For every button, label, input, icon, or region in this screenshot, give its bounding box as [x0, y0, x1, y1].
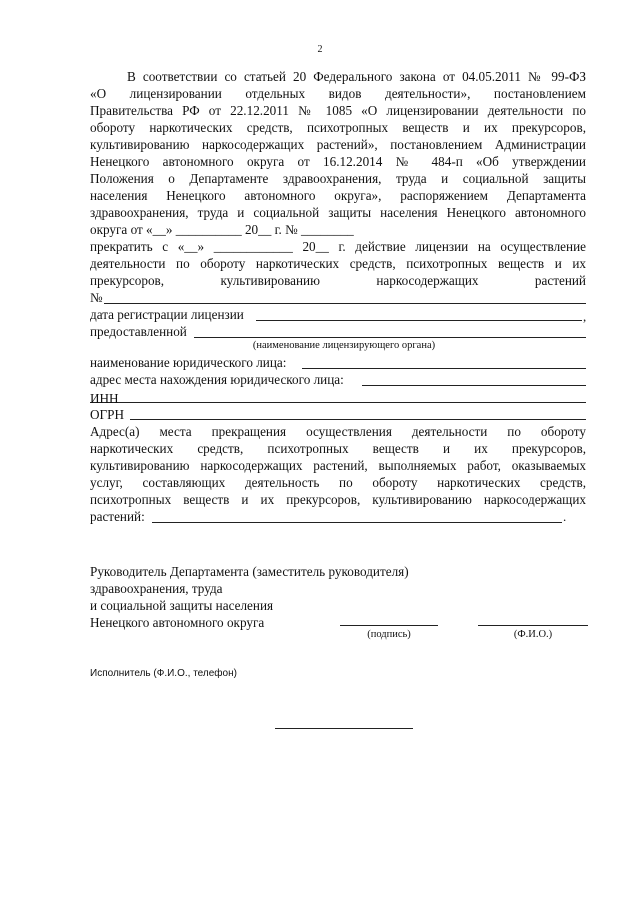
sign-caption: (подпись) — [367, 629, 411, 640]
address-para-line: психотропных веществ и их прекурсоров, культивированию наркосодержащих — [90, 492, 586, 507]
paragraph-line: Ненецкого автономного округа от 16.12.2014 № 484-п «Об утверждении — [90, 154, 586, 169]
issuer-field[interactable] — [194, 337, 586, 338]
comma-mark: , — [583, 309, 587, 324]
entity-address-field[interactable] — [362, 385, 586, 386]
reg-date-field[interactable] — [256, 320, 582, 321]
terminate-line: прекратить с «__» ____________ 20__ г. действие лицензии на осуществление — [90, 239, 586, 254]
signature-field[interactable] — [340, 625, 438, 626]
paragraph-line: населения Ненецкого автономного округа», распоряжением Департамента — [90, 188, 586, 203]
name-caption: (Ф.И.О.) — [513, 629, 553, 640]
issuer-caption: (наименование лицензирующего органа) — [252, 340, 436, 351]
signature-title-line: Руководитель Департамента (заместитель руководителя) — [90, 564, 409, 579]
signature-title-line: Ненецкого автономного округа — [90, 615, 265, 630]
paragraph-line: здравоохранения, труда и социальной защиты населения Ненецкого автономного — [90, 205, 586, 220]
terminate-line: прекурсоров, культивированию наркосодержащих растений — [90, 273, 586, 288]
license-number-label: № — [90, 290, 103, 305]
terminate-line: деятельности по обороту наркотических средств, психотропных веществ и их — [90, 256, 586, 271]
paragraph-line: Правительства РФ от 22.12.2011 № 1085 «О лицензировании деятельности по — [90, 103, 586, 118]
signature-title-line: здравоохранения, труда — [90, 581, 223, 596]
entity-name-label: наименование юридического лица: — [90, 355, 287, 370]
address-para-line: наркотических средств, психотропных веществ и их прекурсоров, — [90, 441, 586, 456]
address-last-label: растений: — [90, 509, 145, 524]
license-number-field[interactable] — [104, 303, 586, 304]
ogrn-label: ОГРН — [90, 407, 125, 422]
inn-field[interactable] — [124, 402, 586, 403]
address-para-line: услуг, составляющих деятельность по обороту наркотических средств, — [90, 475, 586, 490]
entity-name-field[interactable] — [302, 368, 586, 369]
signature-title-line: и социальной защиты населения — [90, 598, 274, 613]
page-number: 2 — [317, 44, 323, 55]
executor-label: Исполнитель (Ф.И.О., телефон) — [90, 668, 237, 679]
name-field[interactable] — [478, 625, 588, 626]
reg-date-label: дата регистрации лицензии — [90, 307, 244, 322]
paragraph-line: обороту наркотических средств, психотропных веществ и их прекурсоров, — [90, 120, 586, 135]
ogrn-field[interactable] — [130, 419, 586, 420]
paragraph-line: Положения о Департаменте здравоохранения, труда и социальной защиты — [90, 171, 586, 186]
paragraph-line: «О лицензировании отдельных видов деятельности», постановлением — [90, 86, 586, 101]
paragraph-line: В соответствии со статьей 20 Федерального закона от 04.05.2011 № 99-ФЗ — [127, 69, 586, 84]
address-para-line: Адрес(а) места прекращения осуществления деятельности по обороту — [90, 424, 586, 439]
address-para-line: культивированию наркосодержащих растений, выполняемых работ, оказываемых — [90, 458, 586, 473]
order-line: округа от «__» __________ 20__ г. № ________ — [90, 222, 354, 237]
paragraph-line: культивированию наркосодержащих растений», постановлением Администрации — [90, 137, 586, 152]
period-mark: . — [563, 509, 567, 524]
inn-label: ИНН — [90, 391, 119, 406]
issued-label: предоставленной — [90, 324, 187, 339]
closing-rule — [275, 728, 413, 729]
address-field[interactable] — [152, 522, 562, 523]
entity-address-label: адрес места нахождения юридического лица: — [90, 372, 344, 387]
